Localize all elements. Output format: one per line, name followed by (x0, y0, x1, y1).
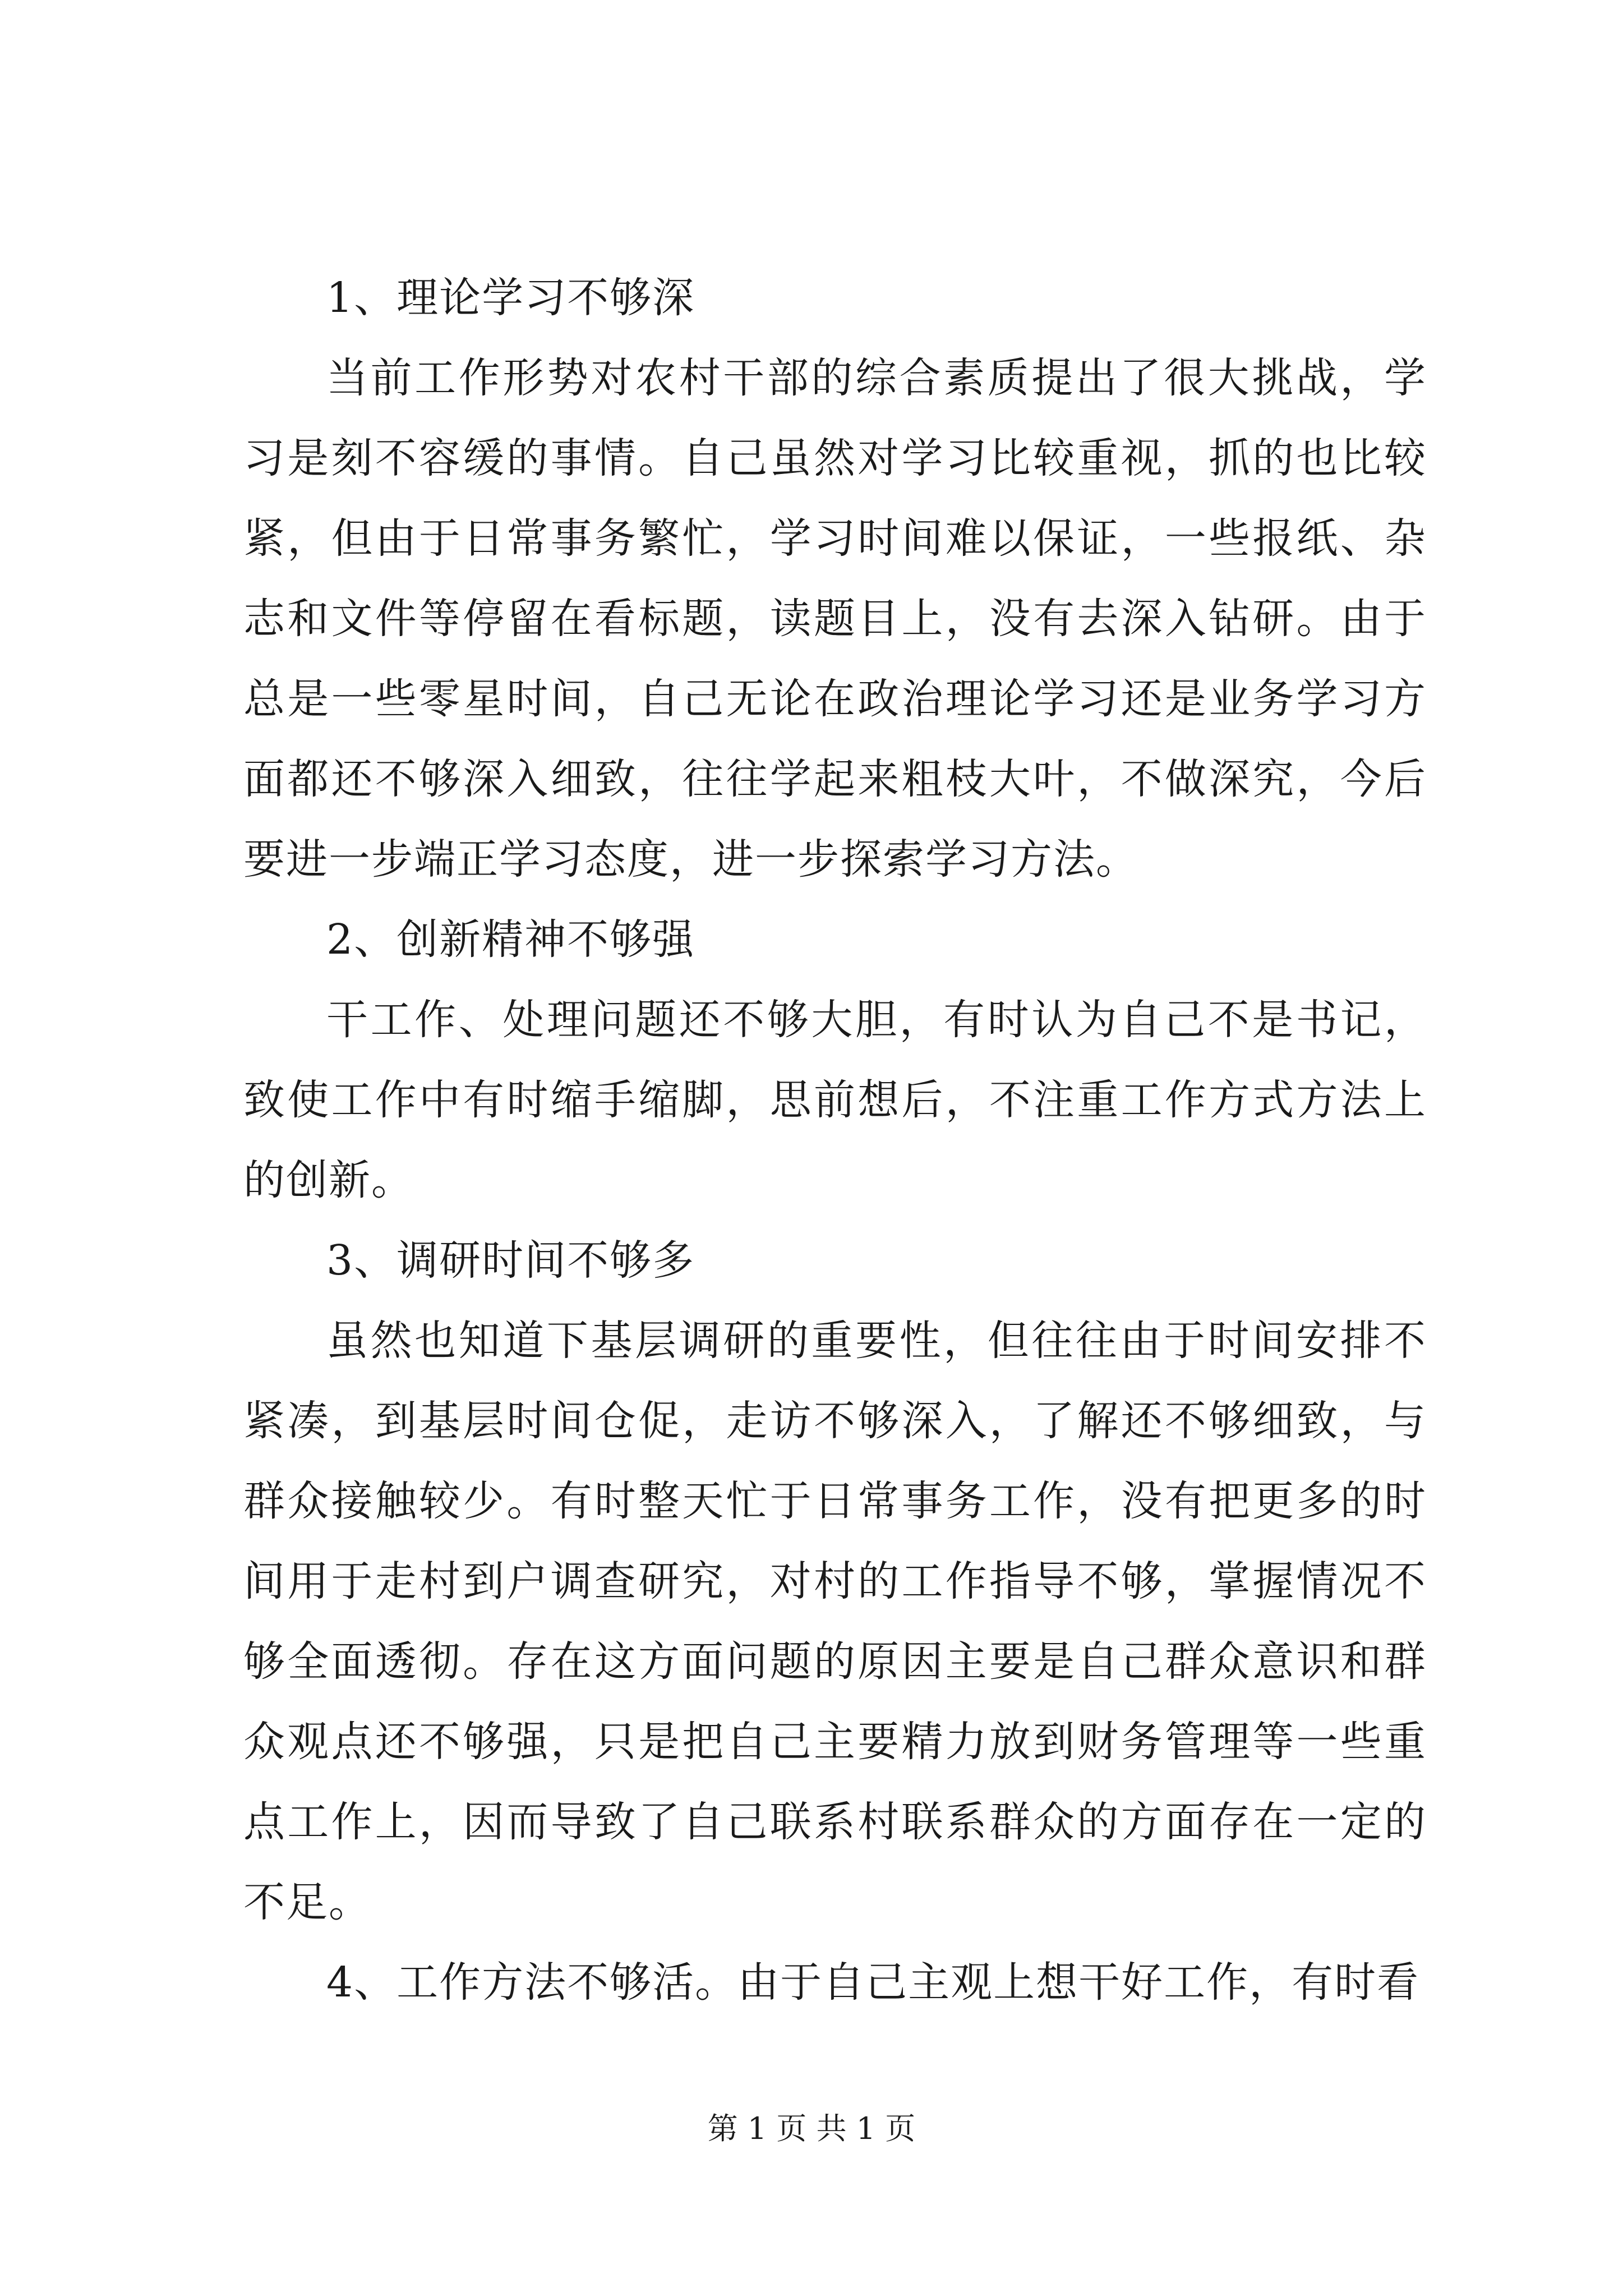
heading-1-theory-study: 1、理论学习不够深 (326, 274, 695, 322)
heading-2-innovation: 2、创新精神不够强 (326, 915, 695, 964)
paragraph-research-time: 虽然也知道下基层调研的重要性，但往往由于时间安排不紧凑，到基层时间仓促，走访不够深入，了解还不够细致，与群众接触较少。有时整天忙于日常事务工作，没有把更多的时间用于走村到户调查研究，对村的工作指导不够，掌握情况不够全面透彻。存在这方面问题的原因主要是自己群众意识和群众观点还不够强，只是把自己主要精力放到财务管理等一些重点工作上，因而导致了自己联系村联系群众的方面存在一定的不足。 (243, 1317, 1427, 1926)
heading-3-research-time: 3、调研时间不够多 (326, 1236, 695, 1285)
paragraph-innovation: 干工作、处理问题还不够大胆，有时认为自己不是书记，致使工作中有时缩手缩脚，思前想后，不注重工作方式方法上的创新。 (243, 996, 1427, 1204)
paragraph-work-method: 4、工作方法不够活。由于自己主观上想干好工作，有时看 (326, 1958, 1420, 2007)
page-footer: 第 1 页 共 1 页 (707, 2111, 916, 2146)
paragraph-theory-study: 当前工作形势对农村干部的综合素质提出了很大挑战，学习是刻不容缓的事情。自己虽然对学习比较重视，抓的也比较紧，但由于日常事务繁忙，学习时间难以保证，一些报纸、杂志和文件等停留在看标题，读题目上，没有去深入钻研。由于总是一些零星时间，自己无论在政治理论学习还是业务学习方面都还不够深入细致，往往学起来粗枝大叶，不做深究，今后要进一步端正学习态度，进一步探索学习方法。 (243, 354, 1427, 884)
document-body (243, 258, 1427, 2023)
